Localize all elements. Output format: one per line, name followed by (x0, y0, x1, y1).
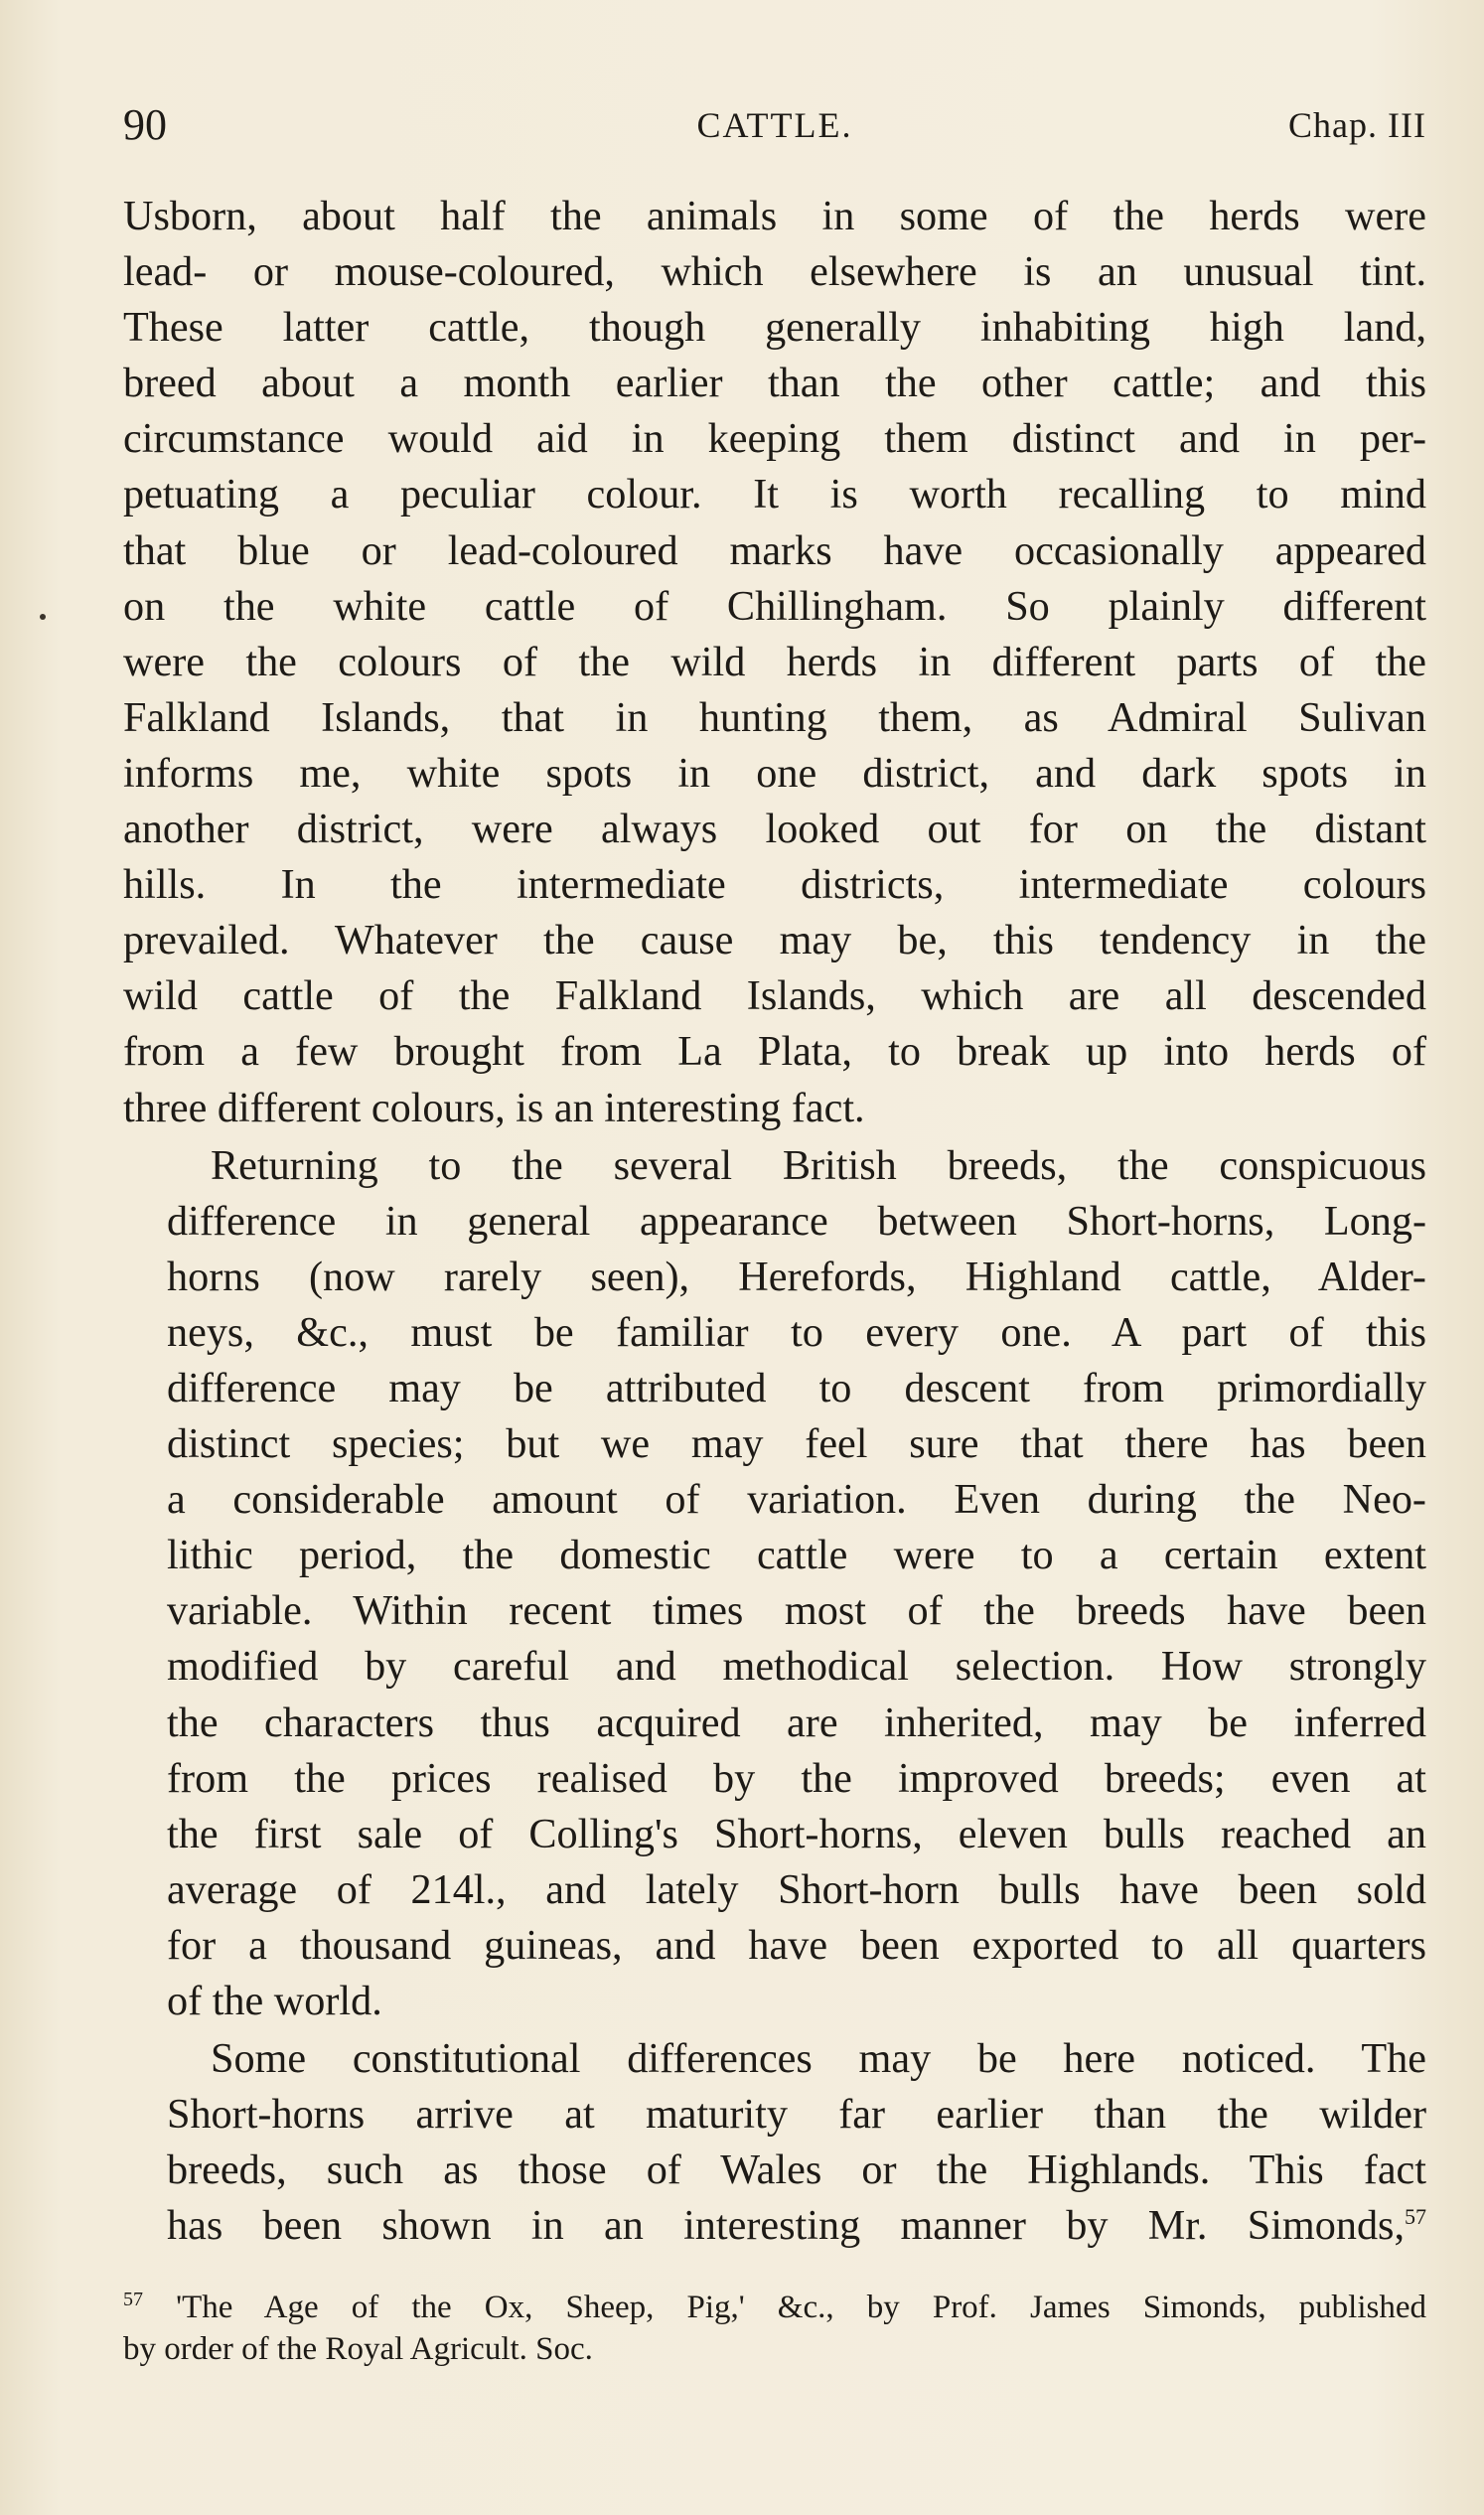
margin-mark (40, 614, 46, 620)
page-number: 90 (123, 100, 167, 149)
text-line: prevailed. Whatever the cause may be, this tendency in the (123, 917, 1426, 964)
text-line: breeds, such as those of Wales or the Highlands. This fact (167, 2146, 1426, 2194)
text-line: neys, &c., must be familiar to every one. A part of this (167, 1308, 1426, 1356)
paragraph (123, 2031, 1426, 2254)
text-line: the characters thus acquired are inherited, may be inferred (167, 1699, 1426, 1746)
text-line: difference may be attributed to descent from primordially (167, 1364, 1426, 1411)
text-line: Usborn, about half the animals in some of the herds were (123, 193, 1426, 239)
running-title: CATTLE. (696, 105, 853, 145)
paragraph (123, 1138, 1426, 2030)
text-line: that blue or lead-coloured marks have occasionally appeared (123, 526, 1426, 574)
text-line: for a thousand guineas, and have been exported to all quarters (167, 1921, 1426, 1969)
paragraph (123, 189, 1426, 1136)
text-line: on the white cattle of Chillingham. So plainly different (123, 582, 1426, 630)
text-line: wild cattle of the Falkland Islands, which are all descended (123, 972, 1426, 1020)
text-line: Falkland Islands, that in hunting them, as Admiral Sulivan (123, 693, 1426, 741)
footnote-text: 'The Age of the Ox, Sheep, Pig,' &c., by Prof. James Simonds, published (176, 2290, 1427, 2325)
footnote-line: by order of the Royal Agricult. Soc. (123, 2331, 593, 2367)
body-text (123, 189, 1426, 2254)
text-line: lead- or mouse-coloured, which elsewhere is an unusual tint. (123, 248, 1426, 296)
text-line: from a few brought from La Plata, to break up into herds of (123, 1028, 1426, 1076)
text-line: Some constitutional differences may be here noticed. The (211, 2035, 1426, 2083)
text-line: a considerable amount of variation. Even during the Neo- (167, 1476, 1426, 1524)
text-line: lithic period, the domestic cattle were to a certain extent (167, 1532, 1426, 1579)
footnote (123, 2287, 1426, 2370)
text-line: informs me, white spots in one district, and dark spots in (123, 749, 1426, 797)
text-line-with-ref (123, 2198, 1426, 2254)
footnote-line (123, 2287, 1426, 2328)
page-header (123, 95, 1426, 155)
text-line: has been shown in an interesting manner by Mr. Simonds, (167, 2202, 1405, 2250)
text-line: variable. Within recent times most of the breeds have been (167, 1587, 1426, 1635)
text-line: hills. In the intermediate districts, intermediate colours (123, 861, 1426, 909)
text-line: another district, were always looked out for on the distant (123, 806, 1426, 853)
text-line: These latter cattle, though generally inhabiting high land, (123, 304, 1426, 352)
footnote-reference[interactable]: 57 (1405, 2204, 1426, 2230)
text-line: Short-horns arrive at maturity far earlier than the wilder (167, 2091, 1426, 2139)
text-line: modified by careful and methodical selection. How strongly (167, 1643, 1426, 1691)
text-line: average of 214l., and lately Short-horn bulls have been sold (167, 1865, 1426, 1913)
text-line: were the colours of the wild herds in different parts of the (123, 638, 1426, 685)
footnote-mark: 57 (123, 2289, 143, 2310)
chapter-label: Chap. III (1288, 105, 1426, 145)
text-line: difference in general appearance between Short-horns, Long- (167, 1197, 1426, 1245)
text-line: distinct species; but we may feel sure that there has been (167, 1420, 1426, 1468)
text-line: from the prices realised by the improved breeds; even at (167, 1754, 1426, 1802)
text-line: petuating a peculiar colour. It is worth recalling to mind (123, 471, 1426, 518)
text-line: the first sale of Colling's Short-horns, eleven bulls reached an (167, 1810, 1426, 1857)
text-line: three different colours, is an interesting fact. (123, 1084, 865, 1131)
text-line: Returning to the several British breeds, the conspicuous (211, 1141, 1426, 1189)
text-line: breed about a month earlier than the other cattle; and this (123, 360, 1426, 407)
text-line: horns (now rarely seen), Herefords, Highland cattle, Alder- (167, 1253, 1426, 1300)
text-line: circumstance would aid in keeping them distinct and in per- (123, 415, 1426, 463)
text-line: of the world. (167, 1978, 382, 2024)
